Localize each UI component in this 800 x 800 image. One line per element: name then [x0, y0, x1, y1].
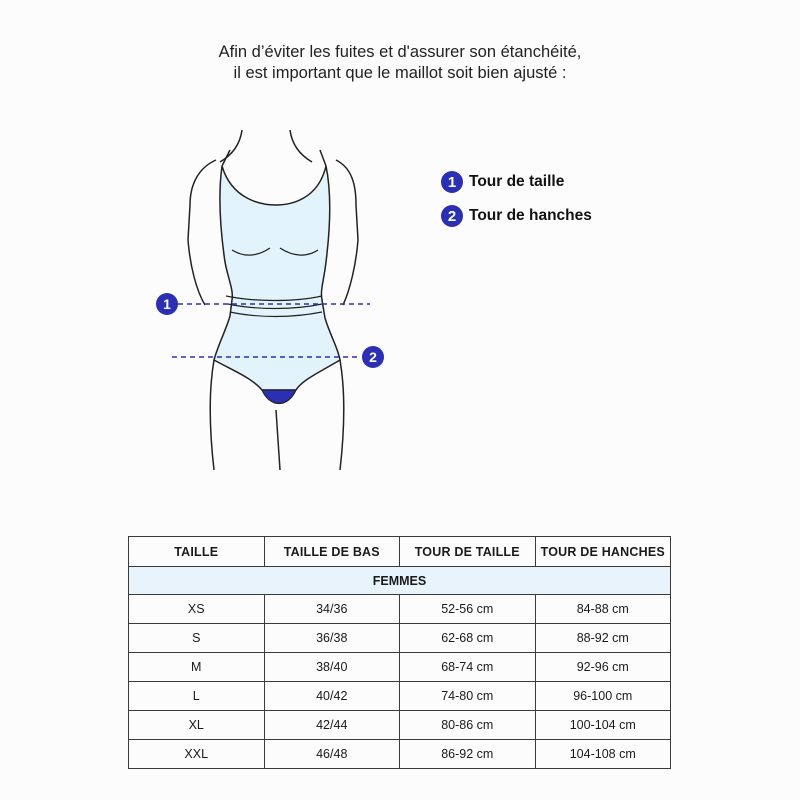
cell-waist: 80-86 cm [400, 711, 536, 740]
swimsuit-figure [140, 120, 400, 480]
table-row [129, 595, 671, 624]
cell-bottom-size: 40/42 [264, 682, 400, 711]
swimsuit-crotch [262, 390, 296, 404]
cell-hips: 104-108 cm [535, 740, 671, 769]
waist-marker-number: 1 [163, 296, 171, 312]
legend-label-waist: Tour de taille [469, 173, 565, 190]
table-row [129, 624, 671, 653]
waist-marker-1 [156, 293, 178, 315]
cell-size: XS [129, 595, 265, 624]
intro-line-1: Afin d’éviter les fuites et d'assurer son étanchéité, [218, 43, 582, 61]
cell-bottom-size: 42/44 [264, 711, 400, 740]
cell-hips: 100-104 cm [535, 711, 671, 740]
cell-size: S [129, 624, 265, 653]
legend-number-2: 2 [441, 205, 463, 227]
cell-size: XL [129, 711, 265, 740]
cell-bottom-size: 34/36 [264, 595, 400, 624]
cell-waist: 74-80 cm [400, 682, 536, 711]
legend-number-1: 1 [441, 171, 463, 193]
size-table [128, 536, 671, 769]
cell-size: M [129, 653, 265, 682]
header-tour-de-hanches: TOUR DE HANCHES [535, 537, 671, 567]
cell-bottom-size: 38/40 [264, 653, 400, 682]
legend-item-waist [441, 168, 592, 196]
cell-hips: 88-92 cm [535, 624, 671, 653]
cell-waist: 62-68 cm [400, 624, 536, 653]
cell-size: L [129, 682, 265, 711]
table-row [129, 653, 671, 682]
header-taille: TAILLE [129, 537, 265, 567]
table-row [129, 740, 671, 769]
legend-item-hips [441, 202, 592, 230]
cell-hips: 92-96 cm [535, 653, 671, 682]
cell-bottom-size: 36/38 [264, 624, 400, 653]
table-row [129, 711, 671, 740]
swimsuit-body [214, 166, 340, 390]
section-label: FEMMES [129, 567, 671, 595]
cell-bottom-size: 46/48 [264, 740, 400, 769]
header-tour-de-taille: TOUR DE TAILLE [400, 537, 536, 567]
cell-hips: 96-100 cm [535, 682, 671, 711]
table-row [129, 682, 671, 711]
left-arm-outline [188, 160, 216, 305]
table-header-row [129, 537, 671, 567]
intro-text [0, 42, 800, 84]
hip-marker-2 [362, 346, 384, 368]
cell-waist: 86-92 cm [400, 740, 536, 769]
measure-legend [441, 168, 592, 236]
intro-line-2: il est important que le maillot soit bien ajusté : [233, 64, 567, 82]
cell-size: XXL [129, 740, 265, 769]
header-taille-de-bas: TAILLE DE BAS [264, 537, 400, 567]
cell-hips: 84-88 cm [535, 595, 671, 624]
right-arm-outline [336, 160, 358, 305]
section-row [129, 567, 671, 595]
neck-outline [220, 130, 312, 162]
cell-waist: 68-74 cm [400, 653, 536, 682]
swimsuit-straps [222, 150, 326, 166]
legend-label-hips: Tour de hanches [469, 207, 592, 224]
hip-marker-number: 2 [369, 349, 377, 365]
cell-waist: 52-56 cm [400, 595, 536, 624]
